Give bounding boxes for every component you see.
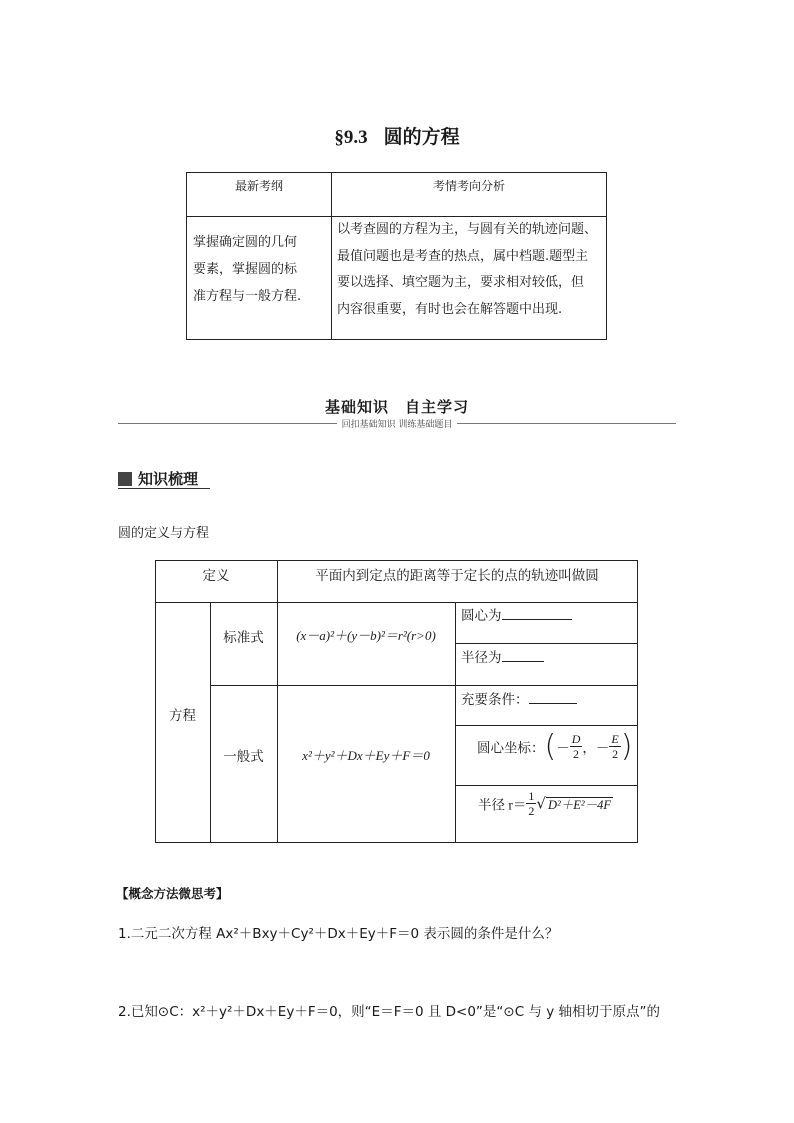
answer-blank bbox=[502, 649, 544, 662]
center-coord-label: 圆心坐标： bbox=[477, 740, 545, 757]
answer-blank bbox=[502, 607, 572, 620]
table-rule bbox=[210, 685, 638, 686]
center-blank bbox=[461, 604, 572, 624]
radius-label: 半径为 bbox=[461, 650, 502, 666]
page-title bbox=[0, 122, 794, 149]
radicand: D²＋E²－4F bbox=[547, 797, 611, 812]
def-label: 定义 bbox=[202, 568, 230, 584]
analysis-line: 要以选择、填空题为主，要求相对较低，但 bbox=[337, 275, 585, 290]
table-rule bbox=[455, 602, 456, 843]
comma: ， bbox=[582, 740, 596, 757]
outline-analysis bbox=[332, 217, 607, 340]
numerator: 1 bbox=[528, 789, 535, 803]
outline-header-left: 最新考纲 bbox=[187, 173, 332, 217]
question-2: 2.已知⊙C：x²＋y²＋Dx＋Ey＋F＝0，则“E＝F＝0 且 D<0”是“⊙C 与 y 轴相切于原点”的 bbox=[118, 1004, 661, 1020]
heading-underline bbox=[118, 488, 210, 489]
center-label: 圆心为 bbox=[461, 608, 502, 624]
radius-formula bbox=[478, 789, 613, 818]
syllabus-line: 掌握确定圆的几何 bbox=[193, 235, 298, 250]
numerator: E bbox=[611, 732, 619, 746]
analysis-line: 以考查圆的方程为主，与圆有关的轨迹问题、 bbox=[337, 222, 598, 237]
minus-sign: － bbox=[556, 740, 570, 757]
answer-blank bbox=[529, 691, 577, 704]
fraction-half bbox=[526, 789, 536, 818]
radius-formula-label: 半径 r＝ bbox=[478, 797, 527, 813]
paren-left: ( bbox=[544, 729, 557, 764]
std-label: 标准式 bbox=[223, 630, 264, 646]
condition-label: 充要条件： bbox=[461, 692, 529, 708]
title-text: 圆的方程 bbox=[383, 126, 460, 148]
outline-table bbox=[186, 172, 607, 340]
table-rule bbox=[455, 643, 638, 644]
center-coordinate bbox=[477, 729, 632, 764]
table-border bbox=[155, 560, 638, 561]
knowledge-heading-text: 知识梳理 bbox=[138, 470, 199, 488]
fraction-e bbox=[609, 732, 620, 761]
knowledge-heading bbox=[118, 468, 198, 489]
table-border bbox=[155, 842, 638, 843]
question-1: 1.二元二次方程 Ax²＋Bxy＋Cy²＋Dx＋Ey＋F＝0 表示圆的条件是什么？ bbox=[118, 926, 559, 942]
gen-label: 一般式 bbox=[223, 749, 264, 765]
gen-equation: x²＋y²＋Dx＋Ey＋F＝0 bbox=[302, 748, 430, 763]
numerator: D bbox=[571, 732, 581, 746]
outline-header-right: 考情考向分析 bbox=[332, 173, 607, 217]
equation-label: 方程 bbox=[169, 708, 196, 724]
paren-right: ) bbox=[620, 729, 633, 764]
table-rule bbox=[155, 602, 638, 603]
analysis-line: 内容很重要，有时也会在解答题中出现. bbox=[337, 301, 563, 317]
table-rule bbox=[455, 725, 638, 726]
std-equation: (x－a)²＋(y－b)²＝r²(r>0) bbox=[296, 628, 436, 643]
section-number: §9.3 bbox=[334, 127, 368, 148]
denominator: 2 bbox=[573, 747, 580, 761]
minus-sign: － bbox=[595, 740, 610, 757]
table-rule bbox=[455, 785, 638, 786]
topic-label: 圆的定义与方程 bbox=[118, 526, 210, 541]
outline-syllabus bbox=[187, 217, 332, 340]
denominator: 2 bbox=[528, 804, 535, 818]
analysis-line: 最值问题也是考查的热点，属中档题.题型主 bbox=[337, 248, 589, 264]
def-text: 平面内到定点的距离等于定长的点的轨迹叫做圆 bbox=[315, 568, 599, 584]
fraction-d bbox=[570, 732, 583, 761]
section-title: 基础知识 自主学习 bbox=[324, 398, 469, 416]
square-bullet-icon bbox=[118, 472, 132, 486]
section-subtitle bbox=[0, 417, 794, 430]
sqrt-icon: √ bbox=[536, 794, 546, 813]
denominator: 2 bbox=[612, 747, 619, 761]
syllabus-line: 要素，掌握圆的标 bbox=[193, 262, 298, 277]
concept-heading: 【概念方法微思考】 bbox=[116, 886, 229, 901]
syllabus-line: 准方程与一般方程. bbox=[193, 289, 302, 304]
radius-blank bbox=[461, 646, 544, 666]
condition-blank bbox=[461, 688, 577, 708]
section-subtitle-text: 回扣基础知识 训练基础题目 bbox=[337, 420, 458, 430]
